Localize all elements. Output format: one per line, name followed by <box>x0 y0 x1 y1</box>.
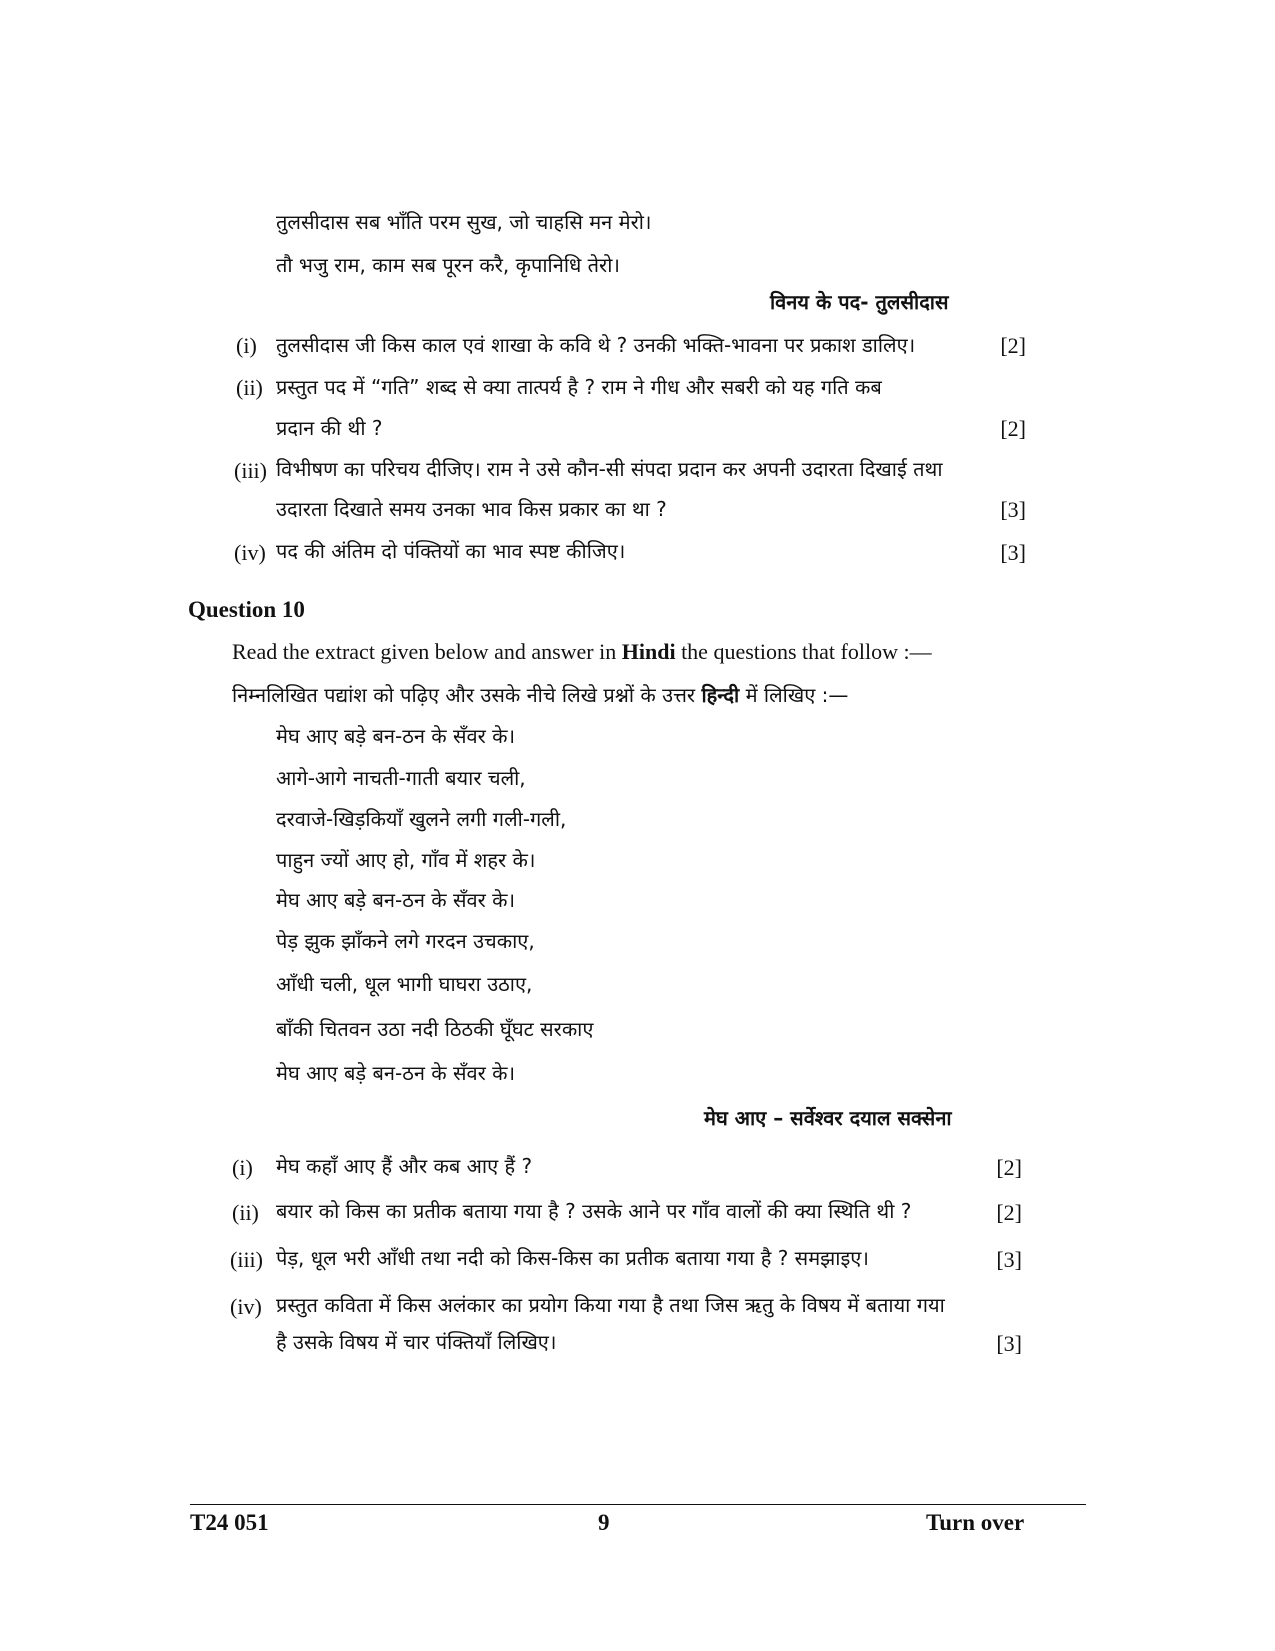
poem2-source: मेघ आए – सर्वेश्वर दयाल सक्सेना <box>704 1106 952 1130</box>
footer-paper-code: T24 051 <box>190 1510 269 1535</box>
q9-i-text: तुलसीदास जी किस काल एवं शाखा के कवि थे ? उनकी भक्ति-भावना पर प्रकाश डालिए। <box>276 333 916 357</box>
poem2-line-6: पेड़ झुक झाँकने लगे गरदन उचकाए, <box>276 929 535 953</box>
poem2-line-8: बाँकी चितवन उठा नदी ठिठकी घूँघट सरकाए <box>276 1017 594 1041</box>
q9-iii-number: (iii) <box>234 458 267 483</box>
q10-iv-marks: [3] <box>996 1331 1022 1356</box>
poem2-line-7: आँधी चली, धूल भागी घाघरा उठाए, <box>276 972 533 996</box>
q9-ii-number: (ii) <box>236 375 263 400</box>
q10-instruction-hi-bold: हिन्दी <box>701 683 740 707</box>
q10-iii-marks: [3] <box>996 1247 1022 1272</box>
poem2-line-2: आगे-आगे नाचती-गाती बयार चली, <box>276 766 526 790</box>
q10-ii-marks: [2] <box>996 1200 1022 1225</box>
poem2-line-4: पाहुन ज्यों आए हो, गाँव में शहर के। <box>276 848 536 872</box>
q10-instruction-hi <box>232 681 848 708</box>
q9-ii-marks: [2] <box>1000 416 1026 441</box>
q10-instruction-en-bold: Hindi <box>621 639 676 664</box>
q9-iii-text-1: विभीषण का परिचय दीजिए। राम ने उसे कौन-सी संपदा प्रदान कर अपनी उदारता दिखाई तथा <box>276 457 943 481</box>
poem1-line-2: तौ भजु राम, काम सब पूरन करै, कृपानिधि तेरो। <box>276 253 620 277</box>
q9-iii-text-2: उदारता दिखाते समय उनका भाव किस प्रकार का था ? <box>276 497 667 521</box>
q9-i-marks: [2] <box>1000 333 1026 358</box>
poem2-line-1: मेघ आए बड़े बन-ठन के सँवर के। <box>276 724 516 748</box>
q10-iii-number: (iii) <box>230 1247 263 1272</box>
q10-ii-text: बयार को किस का प्रतीक बताया गया है ? उसके आने पर गाँव वालों की क्या स्थिति थी ? <box>276 1199 912 1223</box>
q9-iii-marks: [3] <box>1000 497 1026 522</box>
q10-iv-number: (iv) <box>230 1294 262 1319</box>
poem1-line-1: तुलसीदास सब भाँति परम सुख, जो चाहसि मन मेरो। <box>276 210 652 234</box>
poem2-line-5: मेघ आए बड़े बन-ठन के सँवर के। <box>276 888 516 912</box>
poem2-line-3: दरवाजे-खिड़कियाँ खुलने लगी गली-गली, <box>276 807 567 831</box>
q10-instruction-hi-pre: निम्नलिखित पद्यांश को पढ़िए और उसके नीचे लिखे प्रश्नों के उत्तर <box>232 683 702 707</box>
q9-ii-text-2: प्रदान की थी ? <box>276 416 383 440</box>
q9-i-number: (i) <box>236 333 257 358</box>
q10-instruction-en-post: the questions that follow :— <box>675 639 932 664</box>
question-10-heading: Question 10 <box>188 597 305 622</box>
q10-i-number: (i) <box>232 1155 253 1180</box>
q10-instruction-en <box>232 639 932 665</box>
poem1-source: विनय के पद- तुलसीदास <box>770 290 949 314</box>
q10-iv-text-2: है उसके विषय में चार पंक्तियाँ लिखिए। <box>276 1330 557 1354</box>
footer-turn-over: Turn over <box>926 1510 1025 1535</box>
q10-i-marks: [2] <box>996 1155 1022 1180</box>
q10-iv-text-1: प्रस्तुत कविता में किस अलंकार का प्रयोग किया गया है तथा जिस ऋतु के विषय में बताया गया <box>276 1293 945 1317</box>
q10-iii-text: पेड़, धूल भरी आँधी तथा नदी को किस-किस का प्रतीक बताया गया है ? समझाइए। <box>276 1246 869 1270</box>
q9-ii-text-1: प्रस्तुत पद में “गति” शब्द से क्या तात्पर्य है ? राम ने गीध और सबरी को यह गति कब <box>276 375 882 399</box>
q10-ii-number: (ii) <box>232 1200 259 1225</box>
footer-rule <box>190 1504 1086 1505</box>
q9-iv-number: (iv) <box>234 540 266 565</box>
q9-iv-text: पद की अंतिम दो पंक्तियों का भाव स्पष्ट कीजिए। <box>276 539 626 563</box>
q9-iv-marks: [3] <box>1000 540 1026 565</box>
poem2-line-9: मेघ आए बड़े बन-ठन के सँवर के। <box>276 1061 516 1085</box>
footer-page-number: 9 <box>598 1510 610 1535</box>
q10-instruction-en-pre: Read the extract given below and answer in <box>232 639 622 664</box>
q10-i-text: मेघ कहाँ आए हैं और कब आए हैं ? <box>276 1154 533 1178</box>
q10-instruction-hi-post: में लिखिए :— <box>739 683 849 707</box>
